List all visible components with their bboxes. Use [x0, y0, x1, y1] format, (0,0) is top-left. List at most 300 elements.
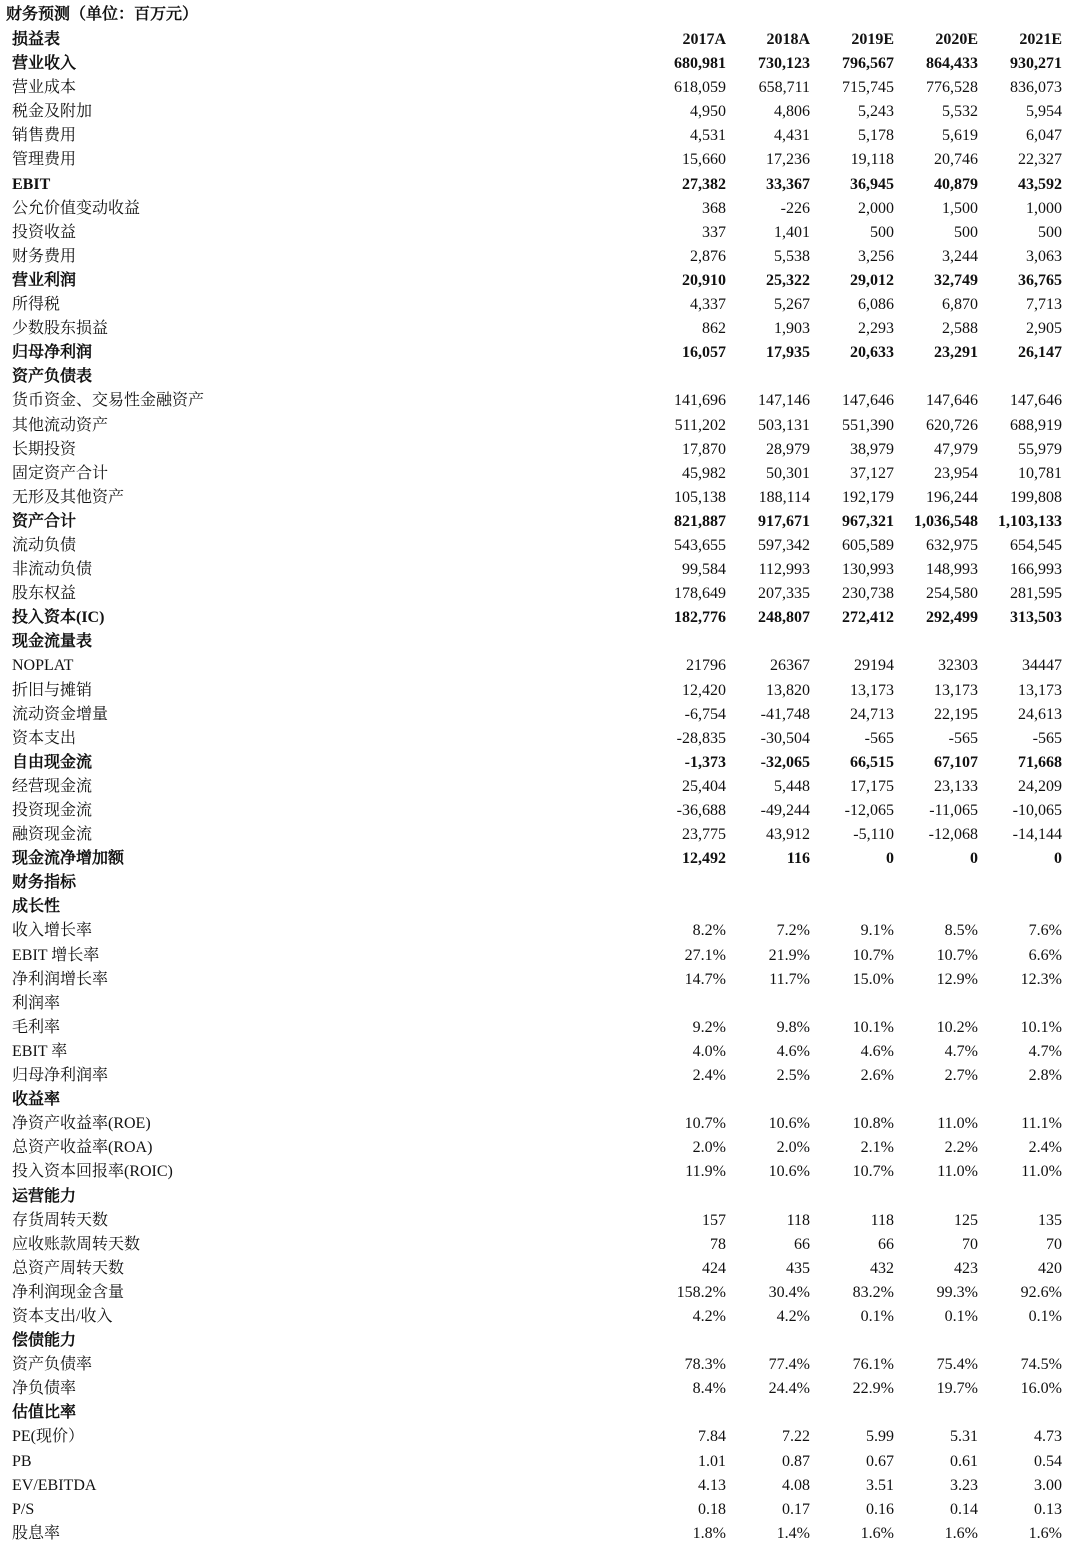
table-row [6, 173, 1062, 197]
row-value: 821,887 [674, 512, 726, 530]
row-value: 66 [794, 1235, 810, 1253]
row-value: 10.7% [852, 946, 894, 964]
row-value: 26367 [770, 657, 810, 675]
row-value: 917,671 [758, 512, 810, 530]
row-label: 所得税 [12, 296, 61, 314]
row-value: 4.73 [1034, 1428, 1062, 1446]
row-value: 10.2% [936, 1018, 978, 1036]
row-value: 38,979 [850, 440, 894, 458]
table-row [6, 799, 1062, 823]
row-value [810, 895, 894, 919]
row-value: 0.18 [698, 1500, 726, 1518]
row-value: 50,301 [766, 464, 810, 482]
row-value: 6,870 [942, 296, 978, 314]
table-row [6, 1474, 1062, 1498]
row-value: 71,668 [1018, 753, 1062, 771]
row-value: 1,000 [1026, 199, 1062, 217]
row-value [978, 895, 1062, 919]
row-value [726, 992, 810, 1016]
row-value: 0.1% [1028, 1307, 1062, 1325]
row-label: 管理费用 [12, 151, 77, 169]
row-value: 24,713 [850, 705, 894, 723]
row-value: 77.4% [768, 1356, 810, 1374]
row-label: 资本支出/收入 [12, 1307, 113, 1325]
row-value: 500 [870, 223, 894, 241]
row-value: 21.9% [768, 946, 810, 964]
row-label: 公允价值变动收益 [12, 199, 141, 217]
year-header: 2019E [851, 31, 894, 48]
row-value: 112,993 [758, 561, 810, 579]
row-value: -5,110 [853, 826, 894, 844]
row-value [642, 1329, 726, 1353]
row-value: 0.16 [866, 1500, 894, 1518]
row-value [810, 365, 894, 389]
row-value: 76.1% [852, 1356, 894, 1374]
row-value: 43,912 [766, 826, 810, 844]
row-value: 158.2% [676, 1283, 726, 1301]
row-value: 199,808 [1010, 488, 1062, 506]
row-value: 17,236 [766, 151, 810, 169]
row-value: 45,982 [682, 464, 726, 482]
row-value: 9.8% [776, 1018, 810, 1036]
row-value: 0.13 [1034, 1500, 1062, 1518]
table-row [6, 871, 1062, 895]
table-row [6, 1136, 1062, 1160]
table-row [6, 52, 1062, 76]
row-value: 424 [702, 1259, 726, 1277]
row-value: 4.6% [860, 1042, 894, 1060]
row-label: 股东权益 [12, 585, 77, 603]
row-value: -11,065 [929, 802, 978, 819]
row-value: 7.2% [776, 922, 810, 940]
row-value: 32,749 [934, 271, 978, 289]
row-value: 2,588 [942, 320, 978, 338]
row-value: 192,179 [842, 488, 894, 506]
row-value: 5.99 [866, 1428, 894, 1446]
row-value: 43,592 [1018, 175, 1062, 193]
row-value [810, 871, 894, 895]
row-value: 1.6% [944, 1524, 978, 1542]
row-value: 34447 [1022, 657, 1062, 675]
row-label: 流动资金增量 [12, 705, 109, 723]
table-row [6, 1257, 1062, 1281]
row-value: 2.2% [944, 1139, 978, 1157]
row-value [726, 365, 810, 389]
row-value: 9.2% [692, 1018, 726, 1036]
table-row [6, 823, 1062, 847]
row-value: 4.6% [776, 1042, 810, 1060]
row-label: 无形及其他资产 [12, 488, 125, 506]
row-value: 74.5% [1020, 1356, 1062, 1374]
row-value: 730,123 [758, 55, 810, 73]
row-value [642, 895, 726, 919]
row-value: 7.6% [1028, 922, 1062, 940]
table-row [6, 534, 1062, 558]
row-value: 4.13 [698, 1476, 726, 1494]
row-label: 税金及附加 [12, 103, 93, 121]
row-value: 12.3% [1020, 970, 1062, 988]
table-row [6, 1040, 1062, 1064]
row-value: 92.6% [1020, 1283, 1062, 1301]
row-label: EV/EBITDA [12, 1476, 97, 1494]
row-value: 836,073 [1010, 79, 1062, 97]
row-value: 1,103,133 [998, 512, 1062, 530]
year-header: 2021E [1019, 31, 1062, 48]
table-row [6, 76, 1062, 100]
row-value: 4.7% [944, 1042, 978, 1060]
row-value [726, 630, 810, 654]
row-label: 毛利率 [12, 1018, 61, 1036]
row-label: 固定资产合计 [12, 464, 109, 482]
row-value: 6,047 [1026, 127, 1062, 145]
table-row [6, 582, 1062, 606]
row-value: -49,244 [760, 802, 810, 819]
row-value: 10.7% [936, 946, 978, 964]
table-row [6, 1160, 1062, 1184]
table-row [6, 124, 1062, 148]
row-label: 现金流量表 [12, 633, 93, 651]
row-value: 13,173 [850, 681, 894, 699]
row-value [726, 1329, 810, 1353]
row-value: -36,688 [676, 802, 726, 819]
table-row [6, 630, 1062, 654]
table-row [6, 654, 1062, 678]
row-value: 10,781 [1018, 464, 1062, 482]
row-value: 147,646 [1010, 392, 1062, 410]
table-row [6, 558, 1062, 582]
row-value: 23,291 [934, 344, 978, 362]
row-value: 500 [1038, 223, 1062, 241]
row-value: 2.0% [776, 1139, 810, 1157]
table-row [6, 365, 1062, 389]
row-value [726, 871, 810, 895]
row-value [894, 871, 978, 895]
row-value: 0 [1054, 850, 1062, 868]
table-row [6, 606, 1062, 630]
table-row [6, 1401, 1062, 1425]
row-label: 资产负债率 [12, 1356, 93, 1374]
row-value: 4,531 [690, 127, 726, 145]
row-value: 5,243 [858, 103, 894, 121]
row-value: -1,373 [684, 753, 726, 771]
row-value [810, 1185, 894, 1209]
row-value: 4.2% [692, 1307, 726, 1325]
row-value: 680,981 [674, 55, 726, 73]
row-value: -10,065 [1012, 802, 1062, 819]
row-value: 20,910 [682, 271, 726, 289]
year-header: 2018A [766, 31, 810, 48]
row-value: 3.00 [1034, 1476, 1062, 1494]
row-label: 经营现金流 [12, 777, 93, 795]
table-row [6, 462, 1062, 486]
table-row [6, 221, 1062, 245]
row-value: 597,342 [758, 536, 810, 554]
table-row [6, 1353, 1062, 1377]
table-row [6, 293, 1062, 317]
row-value: 10.6% [768, 1115, 810, 1133]
row-value: 10.8% [852, 1115, 894, 1133]
row-value: 0 [886, 850, 894, 868]
row-value: 25,322 [766, 271, 810, 289]
table-row [6, 197, 1062, 221]
row-value: 9.1% [860, 922, 894, 940]
row-value [894, 365, 978, 389]
row-value: 2.1% [860, 1139, 894, 1157]
row-label: EBIT 增长率 [12, 946, 100, 964]
row-value: 2.0% [692, 1139, 726, 1157]
row-value: 8.5% [944, 922, 978, 940]
row-value: 551,390 [842, 416, 894, 434]
row-value: 32303 [938, 657, 978, 675]
row-value: 6.6% [1028, 946, 1062, 964]
row-value: 66,515 [850, 753, 894, 771]
row-label: 偿债能力 [12, 1332, 77, 1350]
row-value: 207,335 [758, 585, 810, 603]
row-value: 7.84 [698, 1428, 726, 1446]
row-value: 70 [1046, 1235, 1062, 1253]
table-row [6, 1281, 1062, 1305]
row-value: 3,256 [858, 247, 894, 265]
row-value: 1.6% [860, 1524, 894, 1542]
row-value: 2,293 [858, 320, 894, 338]
row-value: 688,919 [1010, 416, 1062, 434]
row-label: 存货周转天数 [12, 1211, 109, 1229]
row-label: 销售费用 [12, 127, 77, 145]
row-value: 196,244 [926, 488, 978, 506]
row-label: 流动负债 [12, 536, 77, 554]
row-value: 17,175 [850, 777, 894, 795]
row-value: 12,492 [682, 850, 726, 868]
row-label: 折旧与摊销 [12, 681, 93, 699]
table-row [6, 679, 1062, 703]
row-value: 24,209 [1018, 777, 1062, 795]
row-value: -14,144 [1012, 826, 1062, 844]
table-row [6, 992, 1062, 1016]
row-label: 资产负债表 [12, 368, 93, 386]
row-label: EBIT 率 [12, 1042, 68, 1060]
row-value: 13,820 [766, 681, 810, 699]
row-value: 29194 [854, 657, 894, 675]
row-label: 资本支出 [12, 729, 77, 747]
row-value: 22,195 [934, 705, 978, 723]
row-value: 0.67 [866, 1452, 894, 1470]
row-value: 11.0% [937, 1115, 978, 1133]
row-value: -28,835 [676, 729, 726, 747]
table-row [6, 414, 1062, 438]
row-value: 620,726 [926, 416, 978, 434]
table-row [6, 1064, 1062, 1088]
row-value: 7,713 [1026, 296, 1062, 314]
row-value: 135 [1038, 1211, 1062, 1229]
row-value: 4.7% [1028, 1042, 1062, 1060]
row-value: 20,633 [850, 344, 894, 362]
row-value [642, 1401, 726, 1425]
row-value: 99,584 [682, 561, 726, 579]
table-row [6, 1112, 1062, 1136]
row-label: 非流动负债 [12, 561, 93, 579]
row-label: 资产合计 [12, 512, 77, 530]
row-label: 少数股东损益 [12, 320, 109, 338]
row-value: 23,775 [682, 826, 726, 844]
row-value: 15.0% [852, 970, 894, 988]
row-label: 营业收入 [12, 55, 77, 73]
row-value: 17,935 [766, 344, 810, 362]
row-value: 36,945 [850, 175, 894, 193]
row-label: 净负债率 [12, 1380, 77, 1398]
table-row [6, 751, 1062, 775]
row-label: 投入资本回报率(ROIC) [12, 1163, 173, 1181]
row-value: 116 [786, 850, 810, 868]
row-value: 5,532 [942, 103, 978, 121]
row-value: 5,619 [942, 127, 978, 145]
row-value: 2,905 [1026, 320, 1062, 338]
row-value [810, 1329, 894, 1353]
row-value [978, 1329, 1062, 1353]
row-value: -565 [948, 729, 978, 747]
row-label: 货币资金、交易性金融资产 [12, 392, 205, 410]
row-value: 967,321 [842, 512, 894, 530]
row-value: 658,711 [758, 79, 810, 97]
row-value: 40,879 [934, 175, 978, 193]
table-row [6, 341, 1062, 365]
row-value: 125 [954, 1211, 978, 1229]
row-value: 4.08 [782, 1476, 810, 1494]
row-value [978, 1088, 1062, 1112]
row-value: 1.4% [776, 1524, 810, 1542]
row-value [978, 365, 1062, 389]
row-label: 归母净利润率 [12, 1067, 109, 1085]
table-row [6, 438, 1062, 462]
row-value: 78 [710, 1235, 726, 1253]
row-label: PE(现价） [12, 1428, 85, 1446]
row-value: -226 [780, 199, 810, 217]
row-value: 47,979 [934, 440, 978, 458]
row-value: 0.17 [782, 1500, 810, 1518]
table-row [6, 703, 1062, 727]
row-value: 5,448 [774, 777, 810, 795]
row-value: 13,173 [1018, 681, 1062, 699]
row-value: 368 [702, 199, 726, 217]
table-row [6, 1498, 1062, 1522]
table-row [6, 1425, 1062, 1449]
row-value: 10.1% [1020, 1018, 1062, 1036]
row-value [726, 1088, 810, 1112]
row-value: 5,178 [858, 127, 894, 145]
row-value: 147,146 [758, 392, 810, 410]
row-value: 2.4% [692, 1067, 726, 1085]
row-value: 1.6% [1028, 1524, 1062, 1542]
row-value: 11.1% [1021, 1115, 1062, 1133]
row-value: 3,063 [1026, 247, 1062, 265]
financial-forecast-table [6, 28, 1062, 1546]
row-value [978, 1401, 1062, 1425]
row-value: 2.8% [1028, 1067, 1062, 1085]
row-value: 2.4% [1028, 1139, 1062, 1157]
row-value: 27.1% [684, 946, 726, 964]
row-value: 4,806 [774, 103, 810, 121]
row-value: 66 [878, 1235, 894, 1253]
row-value: 4.2% [776, 1307, 810, 1325]
row-value [726, 1185, 810, 1209]
row-value: 511,202 [674, 416, 726, 434]
row-label: 自由现金流 [12, 753, 93, 771]
row-value [978, 992, 1062, 1016]
row-label: 财务费用 [12, 247, 77, 265]
row-value: -12,068 [928, 826, 978, 844]
row-value: 4,337 [690, 296, 726, 314]
row-value [642, 365, 726, 389]
row-value: 605,589 [842, 536, 894, 554]
row-label: 收入增长率 [12, 922, 93, 940]
row-value: 3,244 [942, 247, 978, 265]
row-value: 182,776 [674, 609, 726, 627]
row-value: 12,420 [682, 681, 726, 699]
table-row [6, 1016, 1062, 1040]
table-row [6, 1305, 1062, 1329]
row-value: 14.7% [684, 970, 726, 988]
row-value: 16.0% [1020, 1380, 1062, 1398]
row-value: 141,696 [674, 392, 726, 410]
row-value: 0.14 [950, 1500, 978, 1518]
row-value: 313,503 [1010, 609, 1062, 627]
row-label: 成长性 [12, 898, 61, 916]
table-row [6, 269, 1062, 293]
row-value: 11.9% [685, 1163, 726, 1181]
row-value [642, 992, 726, 1016]
row-value: -30,504 [760, 729, 810, 747]
row-value: 2.5% [776, 1067, 810, 1085]
row-value: 19,118 [850, 151, 894, 169]
row-label: 营业利润 [12, 271, 77, 289]
row-value [978, 630, 1062, 654]
row-value: 337 [702, 223, 726, 241]
row-value: 148,993 [926, 561, 978, 579]
row-value: -565 [1032, 729, 1062, 747]
row-label: 财务指标 [12, 874, 77, 892]
row-value: 22,327 [1018, 151, 1062, 169]
row-value: 420 [1038, 1259, 1062, 1277]
row-value [978, 1185, 1062, 1209]
row-value: 248,807 [758, 609, 810, 627]
table-row [6, 317, 1062, 341]
row-value: 16,057 [682, 344, 726, 362]
table-row [6, 486, 1062, 510]
row-value: 292,499 [926, 609, 978, 627]
table-row [6, 968, 1062, 992]
row-value: 4.0% [692, 1042, 726, 1060]
row-value: 0 [970, 850, 978, 868]
row-label: 运营能力 [12, 1187, 77, 1205]
row-value: 2.7% [944, 1067, 978, 1085]
row-label: 总资产收益率(ROA) [12, 1139, 153, 1157]
section-label: 损益表 [12, 31, 61, 48]
row-value: 3.51 [866, 1476, 894, 1494]
row-value: 1.01 [698, 1452, 726, 1470]
row-value: 10.7% [684, 1115, 726, 1133]
row-value: 33,367 [766, 175, 810, 193]
table-row [6, 944, 1062, 968]
row-value: 632,975 [926, 536, 978, 554]
row-value: 8.2% [692, 922, 726, 940]
row-value: 500 [954, 223, 978, 241]
row-value: 0.1% [944, 1307, 978, 1325]
row-value [642, 630, 726, 654]
row-value: 2,000 [858, 199, 894, 217]
row-value: 4,950 [690, 103, 726, 121]
row-label: 营业成本 [12, 79, 77, 97]
row-value [726, 895, 810, 919]
row-value: 2.6% [860, 1067, 894, 1085]
